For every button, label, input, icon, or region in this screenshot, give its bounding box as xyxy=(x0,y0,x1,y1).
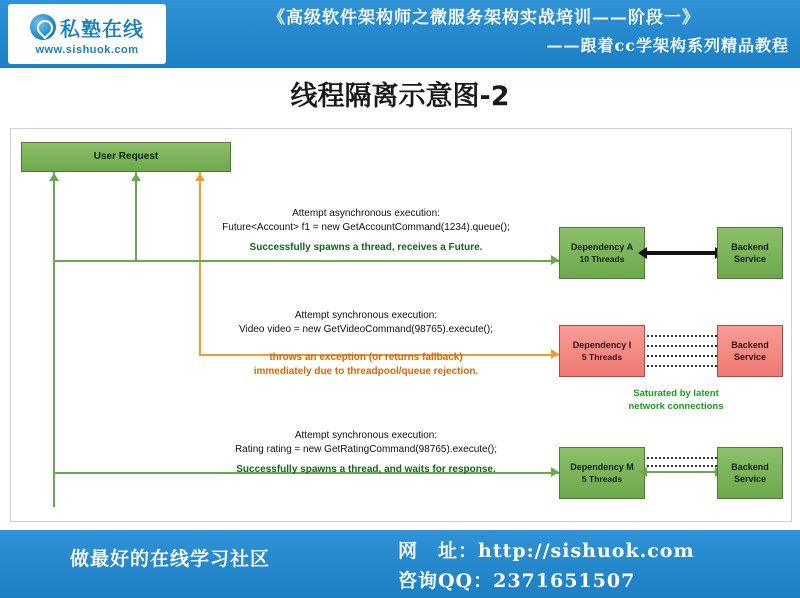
saturation-note xyxy=(586,387,766,413)
saturation-note-line2: network connections xyxy=(628,401,724,412)
node-dependency-i-name: Dependency I xyxy=(572,340,632,350)
node-backend-i-line2: Service xyxy=(733,352,767,362)
node-backend-m-line2: Service xyxy=(733,474,767,484)
footer-contact xyxy=(398,536,695,596)
row-m-line2: Rating rating = new GetRatingCommand(98765).execute(); xyxy=(234,444,498,455)
header-title-line2: ——跟着cc学架构系列精品教程 xyxy=(546,36,789,55)
node-backend-m xyxy=(717,447,783,499)
saturation-note-line1: Saturated by latent xyxy=(633,388,719,399)
page-header xyxy=(0,0,800,68)
page-footer xyxy=(0,530,800,598)
link-m-dotted-1 xyxy=(647,457,717,459)
node-dependency-a-threads: 10 Threads xyxy=(579,254,625,264)
node-user-request xyxy=(21,142,231,172)
row-a-result: Successfully spawns a thread, receives a Future. xyxy=(249,242,483,253)
link-i-dotted-4 xyxy=(647,365,717,367)
link-i-dotted-2 xyxy=(647,345,717,347)
row-i-arrow xyxy=(551,349,559,359)
header-title xyxy=(175,4,793,60)
node-dependency-a xyxy=(559,227,645,279)
row-m-text xyxy=(181,429,551,477)
link-m-double-arrow xyxy=(647,471,715,473)
footer-qq: 咨询QQ：2371651507 xyxy=(398,570,636,592)
node-dependency-a-name: Dependency A xyxy=(570,242,634,252)
row-a-line2: Future<Account> f1 = new GetAccountCommand(1234).queue(); xyxy=(222,222,510,233)
row-a-arrow xyxy=(551,255,559,265)
node-backend-a xyxy=(717,227,783,279)
logo-url: www.sishuok.com xyxy=(35,43,139,56)
row-m-result: Successfully spawns a thread, and waits for response. xyxy=(236,464,496,475)
arrow-up-green-mid xyxy=(131,173,141,181)
diagram-canvas xyxy=(10,128,792,522)
page-title: 线程隔离示意图-2 xyxy=(290,81,510,112)
logo-mark-icon xyxy=(30,14,56,40)
footer-site: 网 址：http://sishuok.com xyxy=(398,540,695,562)
logo-text-cn: 私塾在线 xyxy=(60,16,144,41)
node-backend-m-line1: Backend xyxy=(731,462,769,472)
node-dependency-i-threads: 5 Threads xyxy=(581,352,623,362)
link-i-dotted-1 xyxy=(647,335,717,337)
node-user-request-label: User Request xyxy=(93,151,159,162)
row-a-line xyxy=(53,260,559,262)
link-m-dotted-2 xyxy=(647,465,717,467)
link-a-double-arrow xyxy=(647,251,715,255)
node-backend-a-line1: Backend xyxy=(731,242,769,252)
header-title-line1: 《高级软件架构师之微服务架构实战培训——阶段一》 xyxy=(268,8,700,28)
arrow-up-orange xyxy=(195,173,205,181)
row-i-text xyxy=(181,309,551,379)
node-dependency-m-name: Dependency M xyxy=(570,462,634,472)
footer-slogan: 做最好的在线学习社区 xyxy=(70,548,271,570)
row-a-line1: Attempt asynchronous execution: xyxy=(292,208,440,219)
node-dependency-m xyxy=(559,447,645,499)
row-i-result2: immediately due to threadpool/queue rejection. xyxy=(253,366,479,377)
node-backend-a-line2: Service xyxy=(733,254,767,264)
row-m-arrow xyxy=(551,467,559,477)
arrow-up-green-left xyxy=(49,173,59,181)
node-dependency-m-threads: 5 Threads xyxy=(581,474,623,484)
trunk-line-mid-green xyxy=(135,172,137,261)
node-backend-i-line1: Backend xyxy=(731,340,769,350)
row-a-text xyxy=(181,207,551,255)
node-dependency-i xyxy=(559,325,645,377)
node-backend-i xyxy=(717,325,783,377)
row-i-result: throws an exception (or returns fallback) xyxy=(269,352,463,363)
link-i-dotted-3 xyxy=(647,355,717,357)
row-i-line1: Attempt synchronous execution: xyxy=(294,310,438,321)
trunk-line-left-green xyxy=(53,172,55,507)
site-logo xyxy=(8,4,166,64)
row-m-line1: Attempt synchronous execution: xyxy=(294,430,438,441)
row-i-line2: Video video = new GetVideoCommand(98765).execute(); xyxy=(239,324,493,335)
